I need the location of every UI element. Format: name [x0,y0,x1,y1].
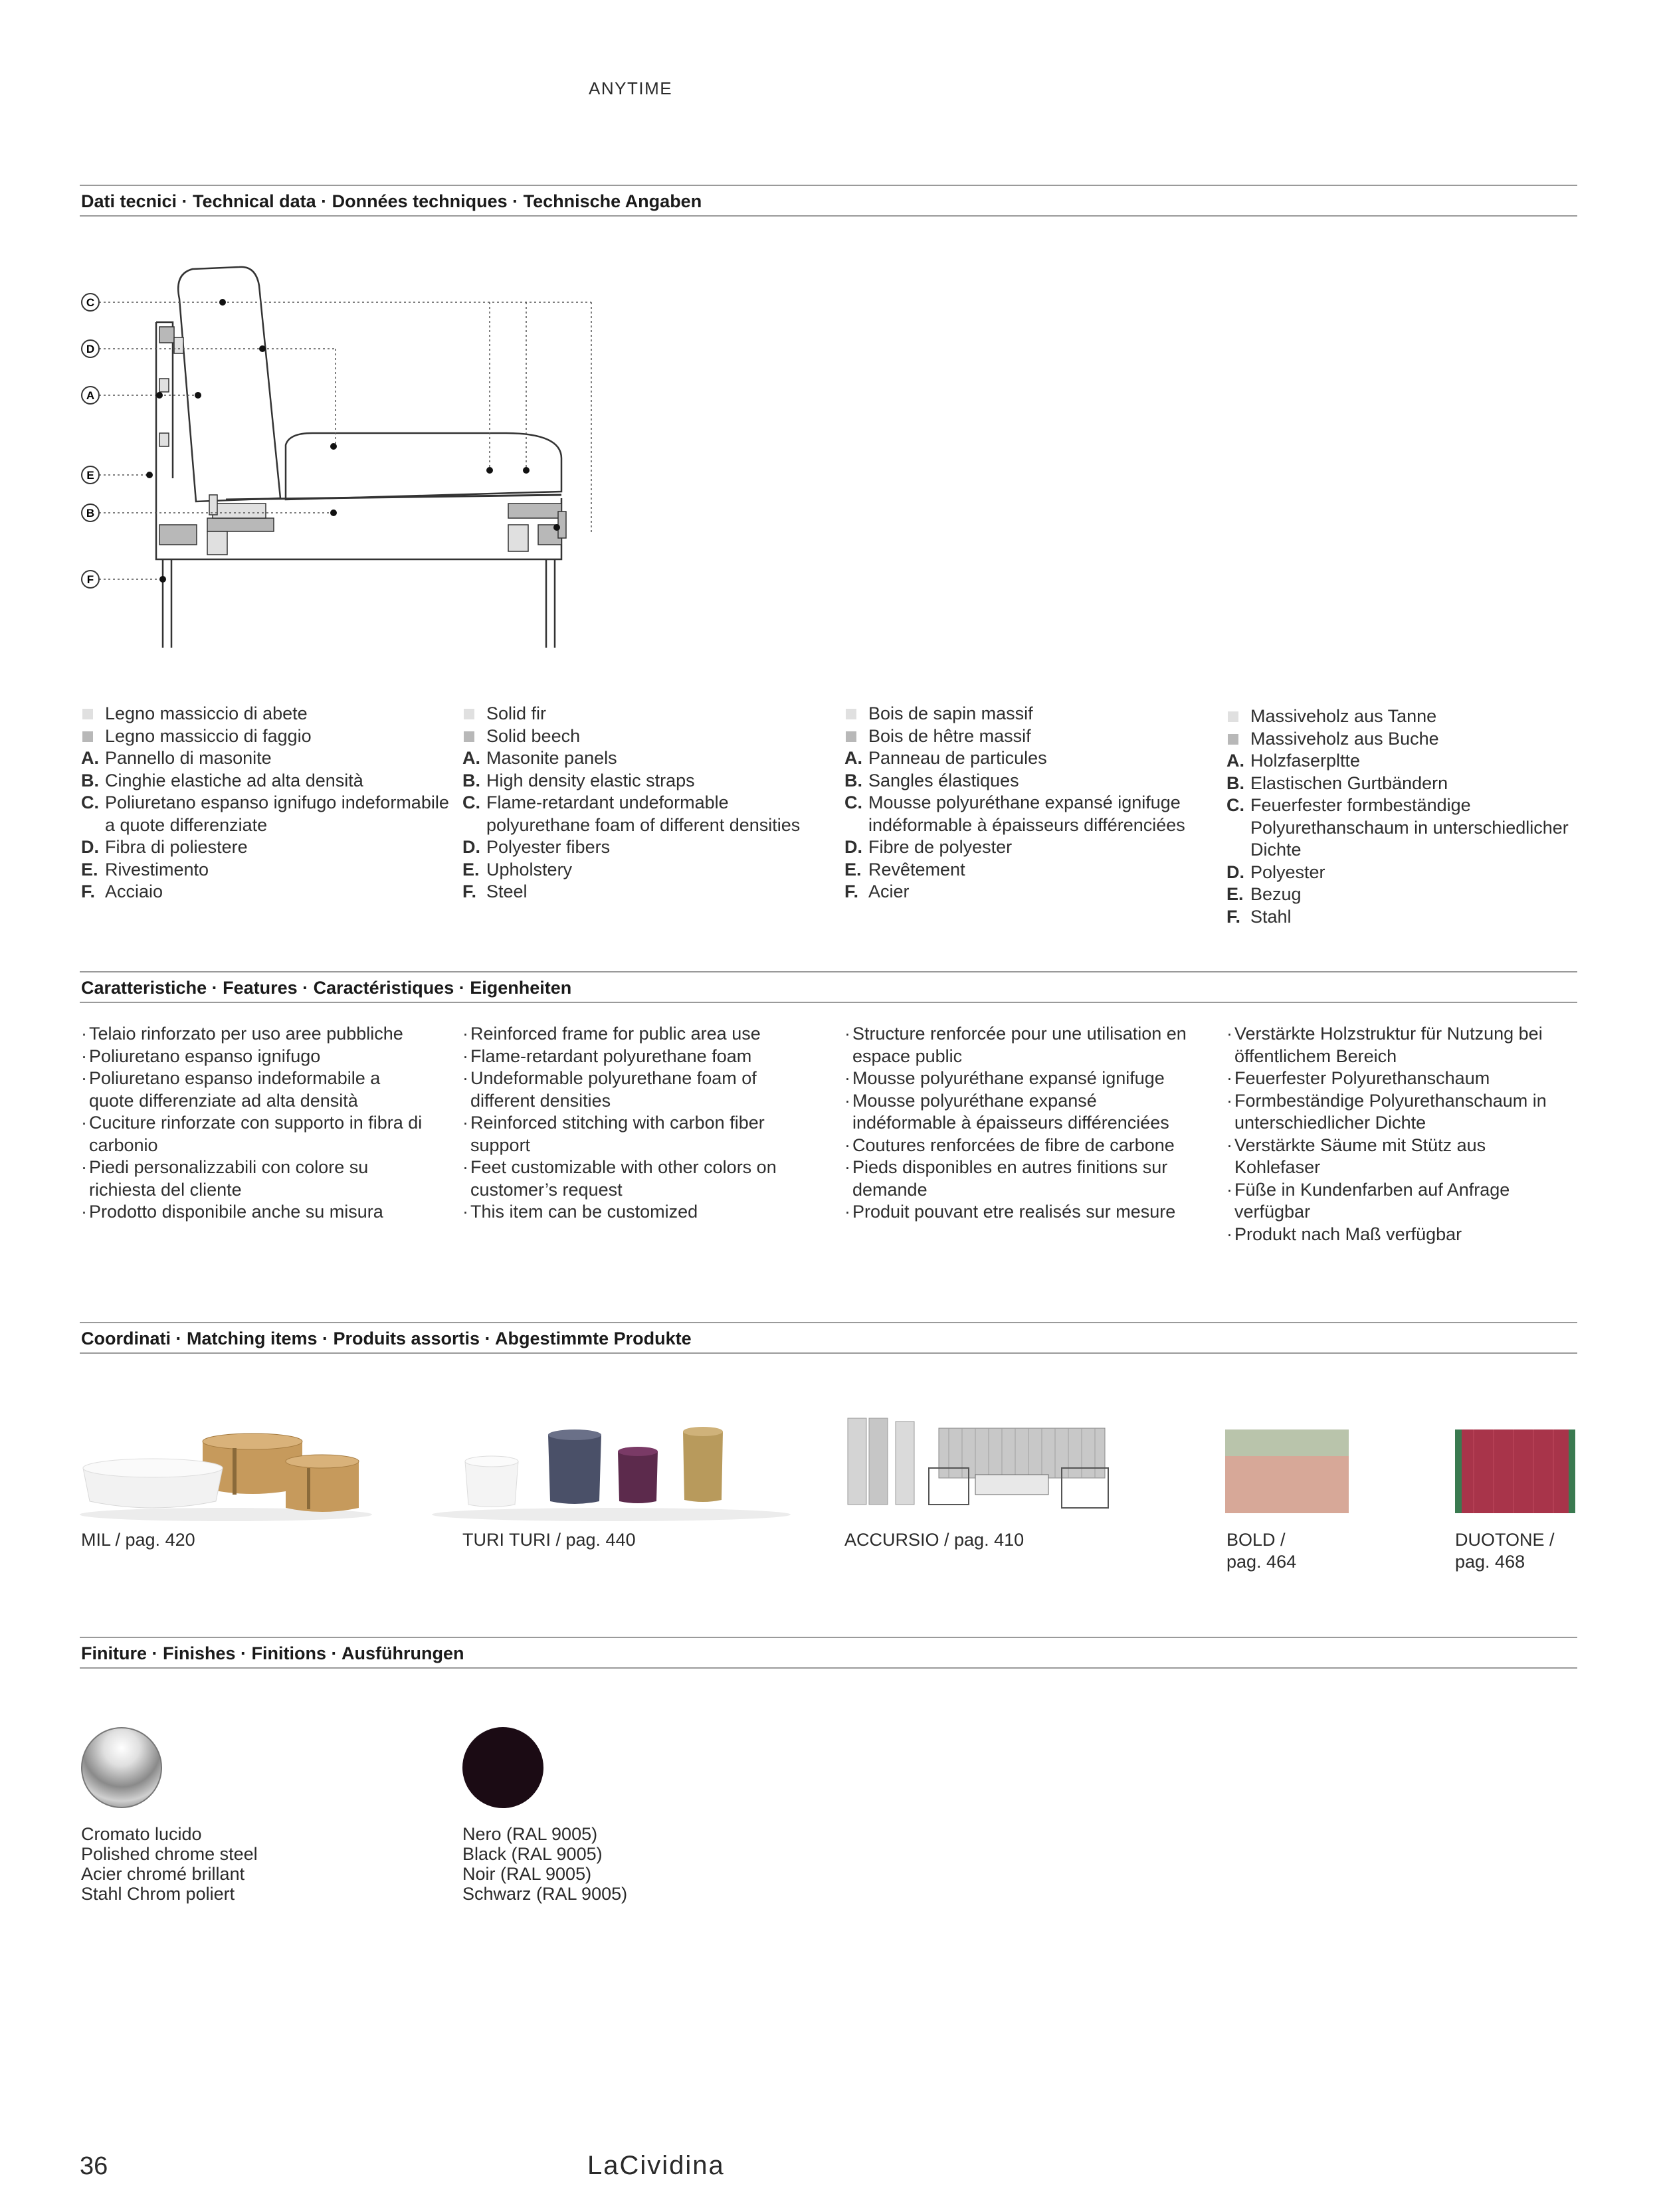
feature-item: · Structure renforcée pour une utilisation en espace public [844,1023,1190,1067]
diagram-label-e-text: E [86,469,94,482]
matching-caption-bold [1226,1529,1296,1573]
material-item: F. Acier [844,881,910,901]
materials-column-it [81,703,453,903]
duotone-rug-image [1454,1428,1577,1516]
divider [80,1637,1577,1638]
diagram-label-b-text: B [86,507,95,519]
diagram-label-a [82,387,99,404]
bold-name: BOLD / [1226,1530,1286,1550]
feature-item: · Produit pouvant etre realisés sur mesure [844,1201,1190,1224]
page-number: 36 [80,2152,108,2180]
material-item: Legno massiccio di abete [81,703,453,725]
material-item: A. Masonite panels [462,748,617,768]
material-item: Massiveholz aus Buche [1226,728,1599,751]
bold-page: pag. 464 [1226,1552,1297,1572]
feature-item: · Mousse polyuréthane expansé ignifuge [844,1067,1190,1090]
duotone-page: pag. 468 [1455,1552,1525,1572]
matching-caption-accursio: ACCURSIO / pag. 410 [844,1530,1025,1550]
brand-name: LaCividina [587,2151,725,2180]
label-circles [82,294,99,588]
diagram-label-e [82,466,99,484]
finish-line: Nero (RAL 9005) [462,1824,598,1844]
feature-item: · Undeformable polyurethane foam of different densities [462,1067,808,1112]
material-item: F. Acciaio [81,881,163,901]
turi-turi-product-image [425,1422,797,1521]
divider [80,971,1577,972]
section-title-features: Caratteristiche · Features · Caractéristiques · Eigenheiten [81,978,572,998]
section-title-technical: Dati tecnici · Technical data · Données techniques · Technische Angaben [81,191,702,211]
material-item: C. Feuerfester formbeständige Polyurethanschaum in unterschiedlicher Dichte [1226,795,1569,860]
divider [80,1002,1577,1003]
material-item: A. Panneau de particules [844,748,1047,768]
diagram-label-c [82,294,99,311]
diagram-label-f-text: F [86,573,94,586]
bold-rug-image [1224,1428,1350,1516]
diagram-label-c-text: C [86,296,95,309]
finish-swatch-black [462,1727,543,1808]
materials-column-de [1226,705,1599,928]
material-item: Solid beech [462,725,834,748]
material-item: C. Poliuretano espanso ignifugo indeformabile a quote differenziate [81,792,449,835]
finish-line: Acier chromé brillant [81,1864,245,1884]
seat-cushion [286,433,561,500]
feature-item: · Prodotto disponibile anche su misura [81,1201,427,1224]
feature-item: · Füße in Kundenfarben auf Anfrage verfügbar [1226,1179,1572,1224]
feature-item: · Feuerfester Polyurethanschaum [1226,1067,1572,1090]
material-item: D. Fibre de polyester [844,837,1013,857]
finish-line: Black (RAL 9005) [462,1844,603,1864]
divider [80,1322,1577,1323]
material-item: Solid fir [462,703,834,725]
material-item: D. Fibra di poliestere [81,837,248,857]
material-item: E. Rivestimento [81,859,209,879]
material-item: Legno massiccio di faggio [81,725,453,748]
feature-item: · Pieds disponibles en autres finitions sur demande [844,1156,1190,1201]
feature-item: · Flame-retardant polyurethane foam [462,1046,808,1068]
material-item: A. Holzfaserpltte [1226,751,1361,771]
divider [80,1352,1577,1354]
features-column-it [81,1023,427,1224]
material-item: F. Steel [462,881,528,901]
feature-item: · Telaio rinforzato per uso aree pubbliche [81,1023,427,1046]
finish-line: Noir (RAL 9005) [462,1864,592,1884]
feature-item: · Coutures renforcées de fibre de carbone [844,1135,1190,1157]
materials-column-fr [844,703,1217,903]
feature-item: · This item can be customized [462,1201,808,1224]
material-item: C. Flame-retardant undeformable polyurethane foam of different densities [462,792,801,835]
feature-item: · Piedi personalizzabili con colore su richiesta del cliente [81,1156,427,1201]
finish-line: Schwarz (RAL 9005) [462,1884,628,1904]
section-title-matching: Coordinati · Matching items · Produits assortis · Abgestimmte Produkte [81,1329,692,1348]
duotone-name: DUOTONE / [1455,1530,1555,1550]
finish-line: Stahl Chrom poliert [81,1884,235,1904]
finish-label-black [462,1824,627,1904]
accursio-product-image [842,1415,1122,1515]
feature-item: · Formbeständige Polyurethanschaum in unterschiedlicher Dichte [1226,1090,1572,1135]
diagram-label-d-text: D [86,343,95,355]
finish-line: Polished chrome steel [81,1844,258,1864]
material-item: D. Polyester fibers [462,837,611,857]
material-item: E. Bezug [1226,884,1302,904]
feature-item: · Poliuretano espanso ignifugo [81,1046,427,1068]
divider [80,215,1577,217]
material-item: B. Elastischen Gurtbändern [1226,773,1448,793]
material-item: B. Cinghie elastiche ad alta densità [81,770,363,790]
section-title-finishes: Finiture · Finishes · Finitions · Ausführungen [81,1643,464,1663]
material-item: C. Mousse polyuréthane expansé ignifuge indéformable à épaisseurs différenciées [844,792,1185,835]
material-item: Bois de sapin massif [844,703,1217,725]
feature-item: · Produkt nach Maß verfügbar [1226,1224,1572,1246]
matching-caption-duotone [1455,1529,1555,1573]
divider [80,185,1577,186]
divider [80,1667,1577,1669]
feature-item: · Reinforced stitching with carbon fiber support [462,1112,808,1156]
material-item: E. Revêtement [844,859,965,879]
feature-item: · Verstärkte Holzstruktur für Nutzung bei öffentlichem Bereich [1226,1023,1572,1067]
diagram-label-f [82,571,99,588]
series-title: ANYTIME [589,78,673,98]
finish-swatch-chrome [81,1727,162,1808]
material-item: Bois de hêtre massif [844,725,1217,748]
matching-caption-mil: MIL / pag. 420 [81,1530,195,1550]
material-item: B. High density elastic straps [462,770,695,790]
feature-item: · Cuciture rinforzate con supporto in fibra di carbonio [81,1112,427,1156]
diagram-label-b [82,504,99,521]
feature-item: · Poliuretano espanso indeformabile a quote differenziate ad alta densità [81,1067,427,1112]
sofa-section-diagram [73,259,605,658]
material-item: Massiveholz aus Tanne [1226,705,1599,728]
feature-item: · Verstärkte Säume mit Stütz aus Kohlefaser [1226,1135,1572,1179]
materials-column-en [462,703,834,903]
diagram-label-d [82,340,99,357]
diagram-label-a-text: A [86,389,95,402]
wood-parts [159,327,566,555]
feature-item: · Feet customizable with other colors on customer’s request [462,1156,808,1201]
matching-caption-turi-turi: TURI TURI / pag. 440 [462,1530,636,1550]
material-item: B. Sangles élastiques [844,770,1019,790]
finish-label-chrome [81,1824,258,1904]
material-item: D. Polyester [1226,862,1325,882]
features-column-fr [844,1023,1190,1224]
material-item: E. Upholstery [462,859,573,879]
features-column-de [1226,1023,1572,1245]
features-column-en [462,1023,808,1224]
material-item: F. Stahl [1226,906,1292,927]
material-item: A. Pannello di masonite [81,748,272,768]
mil-product-image [73,1422,379,1521]
feature-item: · Mousse polyuréthane expansé indéformable à épaisseurs différenciées [844,1090,1190,1135]
finish-line: Cromato lucido [81,1824,202,1844]
feature-item: · Reinforced frame for public area use [462,1023,808,1046]
